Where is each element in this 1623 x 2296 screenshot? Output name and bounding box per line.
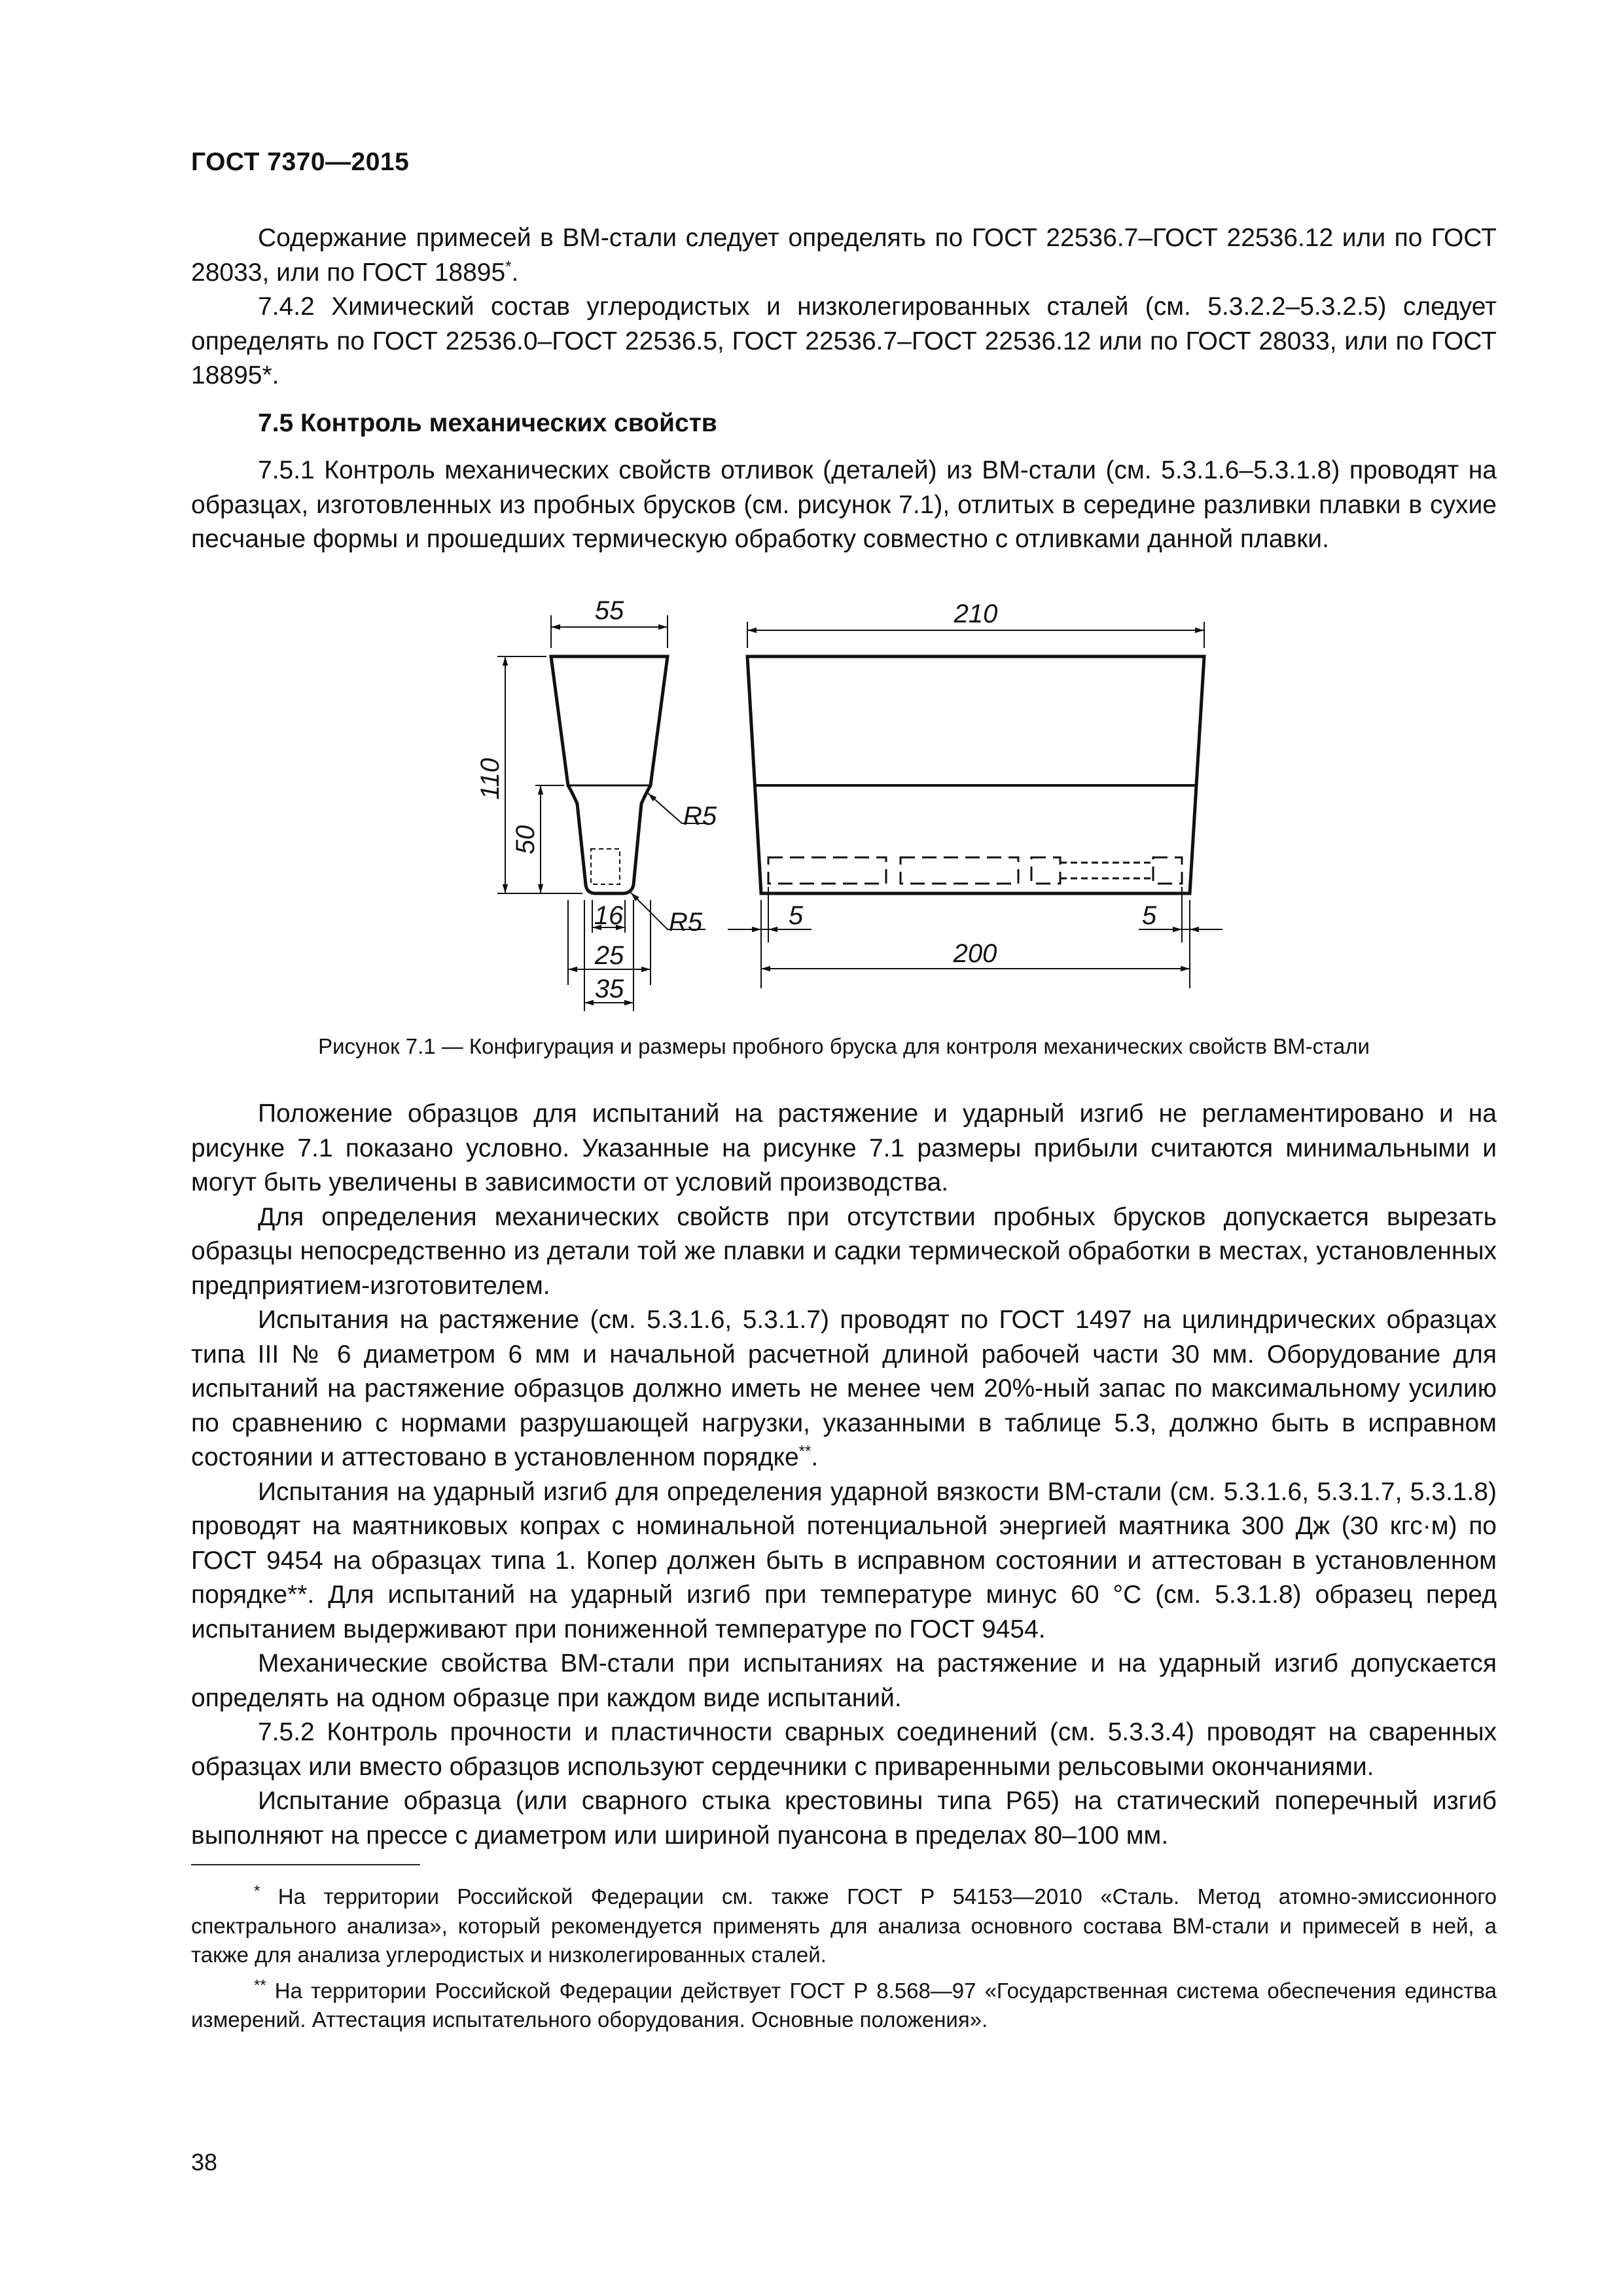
footnote-separator xyxy=(191,1864,420,1865)
paragraph-impact-tests: Испытания на ударный изгиб для определения ударной вязкости ВМ-стали (см. 5.3.1.6, 5.3.1.7, 5.3.1.8) проводят на маятниковых копрах с номинальной потенциальной энергией маятника 300 Дж (30 кгс·м) по ГОСТ 9454 на образцах типа 1. Копер должен быть в исправном состоянии и аттестован в установленном порядке**. Для испытаний на ударный изгиб при температуре минус 60 °С (см. 5.3.1.8) образец перед испытанием выдерживают при пониженной температуре по ГОСТ 9454. xyxy=(191,1477,1497,1643)
paragraph-7-4-2: 7.4.2 Химический состав углеродистых и низколегированных сталей (см. 5.3.2.2–5.3.2.5) следует определять по ГОСТ 22536.0–ГОСТ 22536.5, ГОСТ 22536.7–ГОСТ 22536.12 или по ГОСТ 28033, или по ГОСТ 18895*. xyxy=(191,293,1497,389)
paragraph-7-5-1: 7.5.1 Контроль механических свойств отливок (деталей) из ВМ-стали (см. 5.3.1.6–5.3.1.8) проводят на образцах, изготовленных из пробных брусков (см. рисунок 7.1), отлитых в середине разливки плавки в сухие песчаные формы и прошедших термическую обработку совместно с отливками данной плавки. xyxy=(191,456,1497,553)
paragraph-text: Содержание примесей в ВМ-стали следует определять по ГОСТ 22536.7–ГОСТ 22536.12 или по ГОСТ 28033, или по ГОСТ 18895 xyxy=(191,224,1497,287)
footnotes xyxy=(191,1882,1497,2041)
footnote-2 xyxy=(191,1977,1497,2035)
footnote-mark: * xyxy=(254,1882,260,1900)
specimen-row-dashed xyxy=(768,857,1182,884)
dim-label-25: 25 xyxy=(594,941,624,970)
dim-label-55: 55 xyxy=(594,596,624,625)
section-heading-7-5: 7.5 Контроль механических свойств xyxy=(258,408,717,437)
paragraph-impurities xyxy=(191,221,1497,290)
document-header: ГОСТ 7370—2015 xyxy=(191,148,410,176)
specimen-section-dashed xyxy=(591,849,620,884)
dim-label-200: 200 xyxy=(953,939,997,968)
footnote-ref[interactable]: * xyxy=(505,257,512,276)
paragraph-text: Испытания на растяжение (см. 5.3.1.6, 5.3.1.7) проводят по ГОСТ 1497 на цилиндрических образцах типа III № 6 диаметром 6 мм и начальной расчетной длиной рабочей части 30 мм. Оборудование для испытаний на растяжение образцов должно иметь не менее чем 20%-ный запас по максимальному усилию по сравнению с нормами разрушающей нагрузки, указанными в таблице 5.3, должно быть в исправном состоянии и аттестовано в установленном порядке xyxy=(191,1306,1497,1471)
dim-label-5-right: 5 xyxy=(1141,901,1157,930)
dim-label-16: 16 xyxy=(594,901,624,930)
paragraph-bend-test: Испытание образца (или сварного стыка крестовины типа Р65) на статический поперечный изгиб выполняют на прессе с диаметром или шириной пуансона в пределах 80–100 мм. xyxy=(191,1787,1497,1850)
paragraph-7-5-2: 7.5.2 Контроль прочности и пластичности сварных соединений (см. 5.3.3.4) проводят на сваренных образцах или вместо образцов используют сердечники с приваренными рельсовыми окончаниями. xyxy=(191,1718,1497,1781)
footnote-1 xyxy=(191,1882,1497,1970)
dim-label-35: 35 xyxy=(594,975,624,1003)
cross-section-outline xyxy=(551,656,668,893)
text-block-top xyxy=(191,221,1497,557)
footnote-mark: ** xyxy=(254,1976,266,1994)
leader-r5-lower xyxy=(631,893,705,929)
longitudinal-outline xyxy=(747,656,1204,893)
dim-label-210: 210 xyxy=(954,600,998,628)
dim-label-5-left: 5 xyxy=(788,901,804,930)
paragraph-no-test-bars: Для определения механических свойств при отсутствии пробных брусков допускается вырезать образцы непосредственно из детали той же плавки и садки термической обработки в местах, установленных предприятием-изготовителем. xyxy=(191,1202,1497,1300)
footnote-ref[interactable]: ** xyxy=(798,1443,812,1460)
radius-label-upper: R5 xyxy=(683,802,717,831)
dim-label-110: 110 xyxy=(476,758,505,800)
page-number: 38 xyxy=(191,2149,218,2176)
paragraph-specimen-position: Положение образцов для испытаний на растяжение и ударный изгиб не регламентировано и на рисунке 7.1 показано условно. Указанные на рисунке 7.1 размеры прибыли считаются минимальными и могут быть увеличены в зависимости от условий производства. xyxy=(191,1100,1497,1196)
footnote-text: На территории Российской Федерации действует ГОСТ Р 8.568—97 «Государственная система обеспечения единства измерений. Аттестация испытательного оборудования. Основные положения». xyxy=(191,1978,1497,2032)
paragraph-end: . xyxy=(811,1443,819,1471)
radius-label-lower: R5 xyxy=(669,908,703,937)
paragraph-tensile-tests xyxy=(191,1303,1497,1475)
paragraph-end: . xyxy=(511,258,519,287)
leader-r5-upper xyxy=(648,793,708,823)
figure-caption: Рисунок 7.1 — Конфигурация и размеры пробного бруска для контроля механических свойств ВМ-стали xyxy=(318,1034,1370,1058)
text-block-bottom xyxy=(191,1097,1497,1853)
footnote-text: На территории Российской Федерации см. также ГОСТ Р 54153—2010 «Сталь. Метод атомно-эмиссионного спектрального анализа», который рекомендуется применять для анализа основного состава ВМ-стали и примесей в ней, а также для анализа углеродистых и низколегированных сталей. xyxy=(191,1884,1497,1967)
paragraph-single-specimen: Механические свойства ВМ-стали при испытаниях на растяжение и на ударный изгиб допускается определять на одном образце при каждом виде испытаний. xyxy=(191,1649,1497,1712)
dim-label-50: 50 xyxy=(511,825,540,855)
